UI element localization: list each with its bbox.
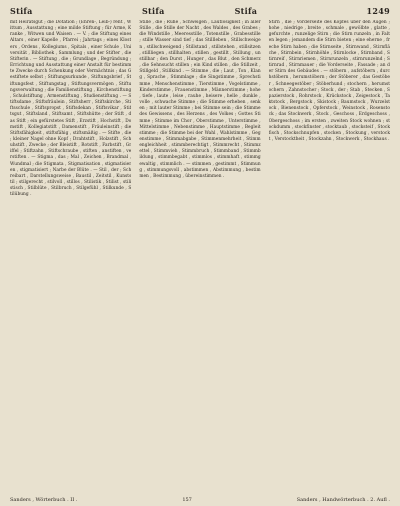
header-center-left-word: Stifa bbox=[141, 6, 165, 16]
page-footer bbox=[10, 497, 390, 503]
page-header bbox=[10, 6, 390, 17]
column-middle bbox=[139, 20, 260, 494]
column-right-text: Stirn , die ; Vorderseite des Kopfes über den Augen ; hohe , niedrige , breite , schmale , gewölbte , glatte , gefurchte , runzelige Stirn ; die Stirn runzeln , in Falten legen ; jemandem die Stirn bieten ; eine eherne , freche Stirn haben ; die Stirnseite , Stirnwand , Stirnfläche , Stirnbein , Stirnhöhle , Stirnlocke , Stirnband , Stirnreif , Stirnriemen , Stirnrunzeln , stirnrunzelnd ; Stirnrad , Stirnmauer ; die Vorderseite , Fassade ; an der Stirn des Gebäudes . — stöbern , aufstöbern , durchstöbern , herumstöbern ; der Stöberer , das Gestöber , Schneegestöber ; Stöberhund ; stochern , herumstochern , Zahnstocher ; Stock , der ; Stab , Stecken , Spazierstock , Rohrstock , Krückstock , Zeigestock , Taktstock , Bergstock , Skistock ; Baumstock , Wurzelstock , Bienenstock , Opferstock , Weinstock , Rosenstock ; das Stockwerk , Stock , Geschoss , Erdgeschoss , Obergeschoss ; im ersten , zweiten Stock wohnen ; stockdumm , stockfinster , stocktaub , stocksteif , Stockfisch , Stockschnupfen , stocken , Stockung , verstockt , Verstocktheit , Stockzahn , Stockwerk , Stockhaus . bbox=[268, 20, 390, 142]
column-middle-text: Stille , die ; Ruhe , Schweigen , Lautlosigkeit ; in aller Stille , die Stille der Nacht , des Waldes , des Grabes ; die Windstille , Meeresstille , Totenstille , Grabesstille ; stille Wasser sind tief ; das Stillleben , Stillschweigen , stillschweigend ; Stillstand , stillstehen , stillsitzen , stillliegen , stillhalten , stillen , gestillt , Stillung , unstillbar ; den Durst , Hunger , das Blut , den Schmerz , die Sehnsucht stillen ; ein Kind stillen , die Stillzeit , Stillgeld , Stillkind . — Stimme , die ; Laut , Ton , Klang , Sprache , Stimmlage ; die Singstimme , Sprechstimme , Menschenstimme , Tierstimme , Vogelstimme , Kinderstimme , Frauenstimme , Männerstimme ; hohe , tiefe , laute , leise , rauhe , heisere , helle , dunkle , volle , schwache Stimme ; die Stimme erheben , senken ; mit lauter Stimme ; bei Stimme sein ; die Stimme des Gewissens , des Herzens , des Volkes ; Gottes Stimme ; Stimme im Chor , Oberstimme , Unterstimme , Mittelstimme , Nebenstimme , Hauptstimme , Begleitstimme ; die Stimme bei der Wahl , Wahlstimme , Gegenstimme , Stimmabgabe , Stimmenmehrheit , Stimmengleichheit , stimmberechtigt , Stimmrecht , Stimmzettel , Stimmvieh , Stimmbruch , Stimmband , Stimmbildung , stimmbegabt , stimmlos , stimmhaft , stimmgewaltig , stimmlich . — stimmen , gestimmt , Stimmung , stimmungsvoll , abstimmen , Abstimmung , bestimmen , Bestimmung , übereinstimmen . bbox=[139, 20, 261, 179]
column-right bbox=[269, 20, 390, 494]
text-columns bbox=[10, 20, 390, 494]
page-number: 1249 bbox=[366, 6, 390, 16]
header-left-word: Stifa bbox=[10, 6, 33, 16]
column-left-text: mit Heiratsgut ; die Dotation ; (Ehren-, Leib-) rent , Wittum , Ausstattung ; eine milde Stiftung ; für Arme, Kranke , Witwen und Waisen . — V. ; die Stiftung eines Altars , einer Kapelle , Pfarrei ; Jahrtags ; eines Klosters , Ordens , Kollegiums , Spitals , einer Schule , Universität , Bibliothek , Sammlung ; und der Stifter , die Stifterin . — Stiftung , die ; Grundlage , Begründung ; Errichtung und Ausstattung einer Anstalt für bestimmte Zwecke durch Schenkung oder Vermächtnis ; das Gestiftete selbst ; Stiftungsurkunde , Stiftungsbrief , Stiftungsfest , Stiftungstag , Stiftungsvermögen , Stiftungsverwaltung ; die Familienstiftung , Kirchenstiftung , Schulstiftung , Armenstiftung , Studienstiftung . — Stiftsdame , Stiftsfräulein , Stiftsherr , Stiftskirche , Stiftsschule , Stiftspropst , Stiftsdekan , Stiftsvikar , Stiftsgut , Stiftsland , Stiftsamt , Stiftshütte ; der Stift , das Stift ; ein gefürstetes Stift , Erzstift , Hochstift , Domstift , Kollegiatstift , Damenstift , Fräuleinstift ; die Stiftsfähigkeit , stiftsfähig , stiftsmäßig . — Stifte , die ; kleiner Nagel ohne Kopf ; Drahtstift , Holzstift , Schuhstift , Zwecke ; der Bleistift , Rotstift , Farbstift , Griffel ; Stiftzahn , Stiftschraube , stiften , anstiften , verstiften . — Stigma , das ; Mal , Zeichen , Brandmal , Wundmal ; die Stigmata , Stigmatisation , stigmatisieren , stigmatisiert ; Narbe der Blüte . — Stil , der ; Schreibart , Darstellungsweise , Baustil , Zeitstil , Kunststil ; stilgerecht , stilvoll , stillos , Stilistik , Stilist , stilistisch , Stilblüte , Stilbruch , Stilgefühl , Stilkunde , Stilübung . bbox=[10, 20, 132, 198]
footer-right: Sanders , Handwörterbuch . 2. Aufl . bbox=[296, 497, 390, 503]
header-center bbox=[142, 6, 257, 16]
header-center-right-word: Stifa bbox=[234, 6, 258, 16]
footer-left: Sanders , Wörterbuch . II . bbox=[10, 497, 78, 503]
column-left bbox=[10, 20, 131, 494]
footer-center: 157 bbox=[182, 497, 192, 503]
